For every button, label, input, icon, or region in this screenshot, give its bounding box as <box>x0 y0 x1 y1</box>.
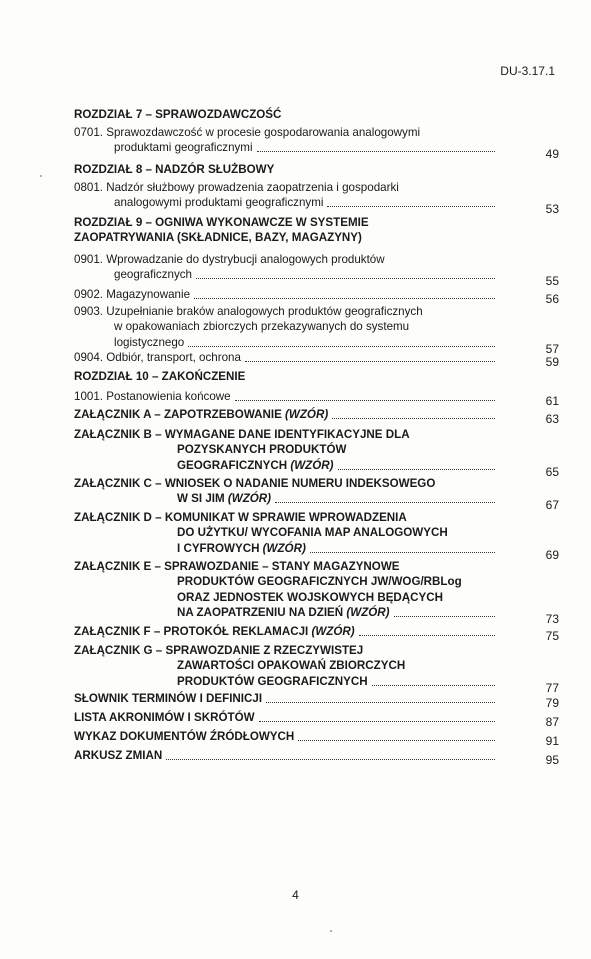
toc-entry-line: ROZDZIAŁ 9 – OGNIWA WYKONAWCZE W SYSTEMIE <box>74 216 369 229</box>
dot-leader <box>188 346 495 347</box>
toc-entry-line: WYKAZ DOKUMENTÓW ŹRÓDŁOWYCH <box>74 730 295 743</box>
dot-leader <box>235 400 495 401</box>
toc-entry-line: ROZDZIAŁ 10 – ZAKOŃCZENIE <box>74 370 246 383</box>
toc-entry-line: GEOGRAFICZNYCH (WZÓR) <box>177 458 334 472</box>
toc-page-number: 49 <box>545 147 559 162</box>
toc-entry-line: logistycznego <box>114 335 185 349</box>
toc-page-number: 69 <box>545 547 559 562</box>
toc-entry-line: 0801. Nadzór służbowy prowadzenia zaopatrzenia i gospodarki <box>74 181 399 194</box>
toc-entry-line: DO UŻYTKU/ WYCOFANIA MAP ANALOGOWYCH <box>177 526 448 540</box>
page-number: 4 <box>292 888 299 902</box>
toc-entry-line: PRODUKTÓW GEOGRAFICZNYCH <box>177 674 368 688</box>
dot-leader <box>166 759 495 760</box>
toc-entry-line: 0902. Magazynowanie <box>74 288 191 301</box>
toc-entry-line: W SI JIM (WZÓR) <box>177 492 272 506</box>
toc-page-number: 79 <box>545 696 559 710</box>
toc-entry-line: ZAŁĄCZNIK D – KOMUNIKAT W SPRAWIE WPROWADZENIA <box>74 511 407 524</box>
toc-page-number: 57 <box>545 341 559 356</box>
toc-entry-line: ZAŁĄCZNIK F – PROTOKÓŁ REKLAMACJI (WZÓR) <box>74 625 355 638</box>
toc-entry-line: w opakowaniach zbiorczych przekazywanych do systemu <box>114 320 410 334</box>
toc-entry-line: geograficznych <box>114 268 192 282</box>
toc-entry-line: NA ZAOPATRZENIU NA DZIEŃ (WZÓR) <box>177 606 390 620</box>
header-code: DU-3.17.1 <box>500 64 555 78</box>
toc-page-number: 63 <box>545 412 559 426</box>
dot-leader <box>266 702 495 703</box>
toc-page-number: 56 <box>545 292 559 306</box>
toc-entry-line: ZAŁĄCZNIK A – ZAPOTRZEBOWANIE (WZÓR) <box>74 408 329 421</box>
toc-entry-line: ZAŁĄCZNIK G – SPRAWOZDANIE Z RZECZYWISTEJ <box>74 644 364 657</box>
toc-page-number: 65 <box>545 464 559 479</box>
toc-entry-line: 1001. Postanowienia końcowe <box>74 390 231 403</box>
toc-entry-line: produktami geograficznymi <box>114 141 253 155</box>
scan-speck <box>330 930 332 932</box>
toc-page-number: 87 <box>545 715 559 729</box>
toc-page-number: 61 <box>545 394 559 408</box>
toc-entry-line: LISTA AKRONIMÓW I SKRÓTÓW <box>74 711 255 724</box>
dot-leader <box>245 361 495 362</box>
dot-leader <box>359 635 495 636</box>
toc-page-number: 55 <box>545 274 559 289</box>
toc-entry-line: ARKUSZ ZMIAN <box>74 749 163 762</box>
dot-leader <box>310 552 495 553</box>
toc-entry-line: ZAWARTOŚCI OPAKOWAŃ ZBIORCZYCH <box>177 659 406 673</box>
dot-leader <box>332 418 495 419</box>
toc-entry-line: 0903. Uzupełnianie braków analogowych produktów geograficznych <box>74 305 423 318</box>
toc-entry-line: 0701. Sprawozdawczość w procesie gospodarowania analogowymi <box>74 126 421 139</box>
toc-page-number: 67 <box>545 498 559 513</box>
toc-entry-line: ZAOPATRYWANIA (SKŁADNICE, BAZY, MAGAZYNY) <box>74 231 362 245</box>
dot-leader <box>257 151 495 152</box>
toc-entry-line: ZAŁĄCZNIK E – SPRAWOZDANIE – STANY MAGAZYNOWE <box>74 560 400 573</box>
toc-entry-line: I CYFROWYCH (WZÓR) <box>177 541 306 555</box>
toc-entry-line: 0904. Odbiór, transport, ochrona <box>74 351 241 364</box>
toc-entry-line: ROZDZIAŁ 8 – NADZÓR SŁUŻBOWY <box>74 163 275 176</box>
dot-leader <box>196 278 495 279</box>
toc-page-number: 53 <box>545 202 559 217</box>
dot-leader <box>394 616 495 617</box>
dot-leader <box>372 685 495 686</box>
toc-page-number: 75 <box>545 629 559 643</box>
dot-leader <box>298 740 495 741</box>
dot-leader <box>275 502 495 503</box>
toc-entry-line: SŁOWNIK TERMINÓW I DEFINICJI <box>74 692 263 705</box>
toc-entry-line: ROZDZIAŁ 7 – SPRAWOZDAWCZOŚĆ <box>74 108 282 121</box>
toc-page-number: 59 <box>545 355 559 369</box>
scan-speck <box>40 175 42 177</box>
dot-leader <box>327 206 495 207</box>
toc-entry-line: ZAŁĄCZNIK B – WYMAGANE DANE IDENTYFIKACYJNE DLA <box>74 428 410 441</box>
toc-entry-line: POZYSKANYCH PRODUKTÓW <box>177 443 347 457</box>
toc-page-number: 77 <box>545 680 559 695</box>
toc-entry-line: ORAZ JEDNOSTEK WOJSKOWYCH BĘDĄCYCH <box>177 590 444 604</box>
toc-page-number: 73 <box>545 612 559 627</box>
toc-entry-line: 0901. Wprowadzanie do dystrybucji analogowych produktów <box>74 253 385 266</box>
toc-entry-line: ZAŁĄCZNIK C – WNIOSEK O NADANIE NUMERU INDEKSOWEGO <box>74 477 436 490</box>
toc-entry-line: PRODUKTÓW GEOGRAFICZNYCH JW/WOG/RBLog <box>177 575 462 589</box>
dot-leader <box>259 721 495 722</box>
toc-entry-line: analogowymi produktami geograficznymi <box>114 196 324 210</box>
dot-leader <box>194 298 495 299</box>
toc-page-number: 95 <box>545 753 559 767</box>
toc-page-number: 91 <box>545 734 559 748</box>
dot-leader <box>338 469 495 470</box>
